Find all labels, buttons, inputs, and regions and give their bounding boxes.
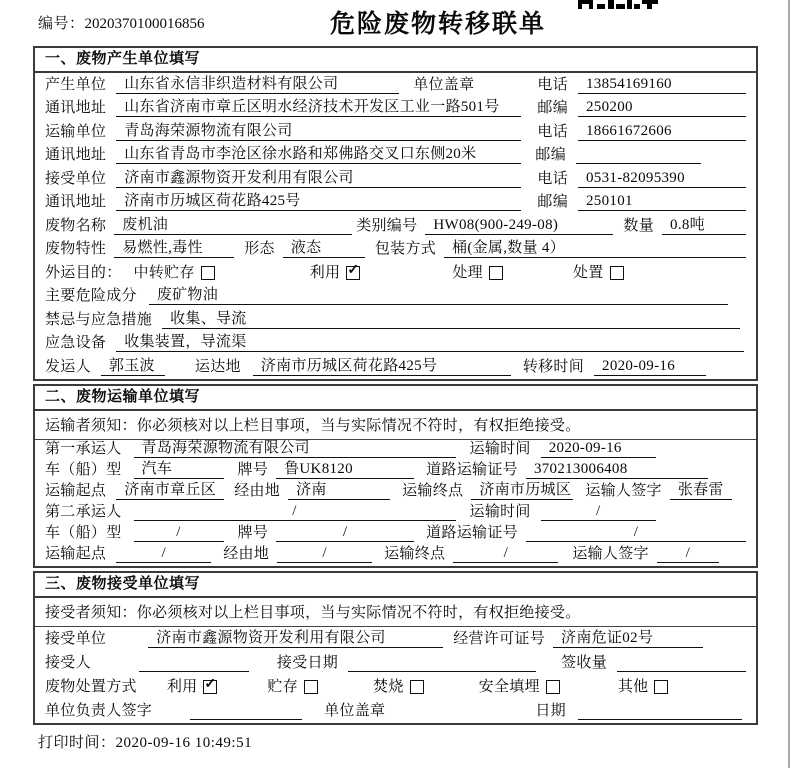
shipper-value: 郭玉波 xyxy=(101,357,165,376)
emergency-measures-value: 收集、导流 xyxy=(162,310,740,329)
disposal-option-utilize-label: 利用 xyxy=(166,678,198,695)
receiver-address-value: 济南市历城区荷花路425号 xyxy=(116,192,521,211)
destination-value: 济南市历城区荷花路425号 xyxy=(253,357,511,376)
receiver-unit-label: 接受单位 xyxy=(45,170,107,187)
section-receiver xyxy=(33,571,758,725)
accept-unit-value: 济南市鑫源物资开发利用有限公司 xyxy=(148,629,443,648)
characteristics-value: 易燃性,毒性 xyxy=(114,239,234,258)
disposal-option-incinerate-label: 焚烧 xyxy=(373,678,404,695)
waste-name-value: 废机油 xyxy=(114,216,352,235)
row-first-carrier xyxy=(35,440,756,461)
terminus-label: 运输终点 xyxy=(384,545,446,562)
carrier-signature-value: 张春雷 xyxy=(670,481,732,500)
disposal-option-incinerate-checkbox xyxy=(410,680,424,694)
transporter-phone-value: 18661672606 xyxy=(578,122,746,141)
receiver-notice: 接受者须知：你必须核对以上栏目事项，当与实际情况不符时，有权拒绝接受。 xyxy=(35,598,756,627)
hazard-components-label: 主要危险成分 xyxy=(45,288,137,305)
origin-label: 运输起点 xyxy=(45,482,107,499)
disposal-option-landfill-checkbox xyxy=(546,680,560,694)
section-transporter xyxy=(33,384,758,568)
disposal-option-landfill-label: 安全填埋 xyxy=(478,678,540,695)
zip-label: 邮编 xyxy=(537,194,568,211)
via-2-value: / xyxy=(277,544,372,563)
acceptor-value xyxy=(139,671,249,672)
producer-address-value: 山东省济南市章丘区明水经济技术开发区工业一路501号 xyxy=(116,98,521,117)
emergency-measures-label: 禁忌与应急措施 xyxy=(45,311,153,328)
packaging-label: 包装方式 xyxy=(374,241,437,258)
purpose-label: 外运目的： xyxy=(45,264,122,281)
waste-name-label: 废物名称 xyxy=(45,217,107,234)
purpose-option-utilize-checkbox xyxy=(346,266,360,280)
address-label: 通讯地址 xyxy=(45,147,107,164)
zip-label: 邮编 xyxy=(535,147,566,164)
accept-date-value xyxy=(348,671,536,672)
form-value: 液态 xyxy=(283,239,365,258)
emergency-equipment-value: 收集装置，导流渠 xyxy=(116,333,744,352)
second-carrier-label: 第二承运人 xyxy=(45,503,122,520)
carrier-signature-label: 运输人签字 xyxy=(585,482,662,499)
producer-zip-value: 250200 xyxy=(578,98,746,117)
qr-code-fragment xyxy=(578,0,658,9)
row-transporter xyxy=(35,120,756,144)
phone-label: 电话 xyxy=(537,123,568,140)
purpose-option-dispose-label: 处置 xyxy=(572,264,604,281)
row-producer-address xyxy=(35,97,756,121)
responsible-signature-value xyxy=(190,719,302,720)
unit-seal-label: 单位盖章 xyxy=(413,76,475,93)
row-route-2 xyxy=(35,545,756,566)
origin-value: 济南市章丘区 xyxy=(116,481,224,500)
first-carrier-label: 第一承运人 xyxy=(45,440,122,457)
plate-number-2-value: / xyxy=(276,523,414,542)
road-license-label: 道路运输证号 xyxy=(426,461,518,478)
origin-label: 运输起点 xyxy=(45,545,107,562)
vehicle-type-label: 车（船）型 xyxy=(45,461,122,478)
disposal-option-other-label: 其他 xyxy=(617,678,649,695)
disposal-method-label: 废物处置方式 xyxy=(45,678,137,695)
transport-time-label: 运输时间 xyxy=(469,503,531,520)
producer-phone-value: 13854169160 xyxy=(578,75,746,94)
row-hazard-components xyxy=(35,285,756,309)
row-transporter-address xyxy=(35,144,756,168)
receiver-phone-value: 0531-82095390 xyxy=(578,169,746,188)
producer-unit-label: 产生单位 xyxy=(45,76,107,93)
packaging-value: 桶(金属,数量 4） xyxy=(444,239,746,258)
purpose-option-treat-label: 处理 xyxy=(452,264,483,281)
carrier-signature-label: 运输人签字 xyxy=(572,545,649,562)
date-value xyxy=(578,719,742,720)
section3-header: 三、废物接受单位填写 xyxy=(35,573,756,598)
row-emergency-equipment xyxy=(35,332,756,356)
transfer-time-label: 转移时间 xyxy=(522,358,585,375)
producer-unit-value: 山东省永信非织造材料有限公司 xyxy=(116,75,399,94)
disposal-option-utilize-checkbox xyxy=(203,680,217,694)
transporter-unit-value: 青岛海荣源物流有限公司 xyxy=(116,122,521,141)
transporter-notice: 运输者须知：你必须核对以上栏目事项，当与实际情况不符时，有权拒绝接受。 xyxy=(35,411,756,440)
disposal-option-store-checkbox xyxy=(304,680,318,694)
row-receiver-address xyxy=(35,191,756,215)
disposal-option-store-label: 贮存 xyxy=(267,678,299,695)
responsible-signature-label: 单位负责人签字 xyxy=(45,702,153,719)
transporter-address-value: 山东省青岛市李沧区徐水路和郑佛路交叉口东侧20米 xyxy=(116,145,521,164)
section-producer xyxy=(33,46,758,381)
purpose-option-transfer-storage-checkbox xyxy=(201,266,215,280)
transport-time-value: 2020-09-16 xyxy=(541,439,656,458)
vehicle-type-2-value: / xyxy=(134,523,224,542)
page-edge-divider xyxy=(788,0,790,768)
row-accept-unit xyxy=(35,627,756,651)
row-shipper xyxy=(35,355,756,379)
row-vehicle-1 xyxy=(35,461,756,482)
section1-header: 一、废物产生单位填写 xyxy=(35,48,756,73)
plate-number-label: 牌号 xyxy=(237,461,269,478)
first-carrier-value: 青岛海荣源物流有限公司 xyxy=(134,439,456,458)
characteristics-label: 废物特性 xyxy=(45,241,107,258)
terminus-2-value: / xyxy=(453,544,558,563)
shipper-label: 发运人 xyxy=(45,358,91,375)
plate-number-label: 牌号 xyxy=(237,524,269,541)
address-label: 通讯地址 xyxy=(45,194,107,211)
unit-seal-label: 单位盖章 xyxy=(324,702,386,719)
date-label: 日期 xyxy=(535,702,566,719)
transport-time-label: 运输时间 xyxy=(469,440,531,457)
print-time xyxy=(38,731,796,752)
document-number xyxy=(38,12,205,33)
via-value: 济南 xyxy=(288,481,390,500)
document-number-value: 2020370100016856 xyxy=(84,16,205,32)
zip-label: 邮编 xyxy=(537,100,568,117)
transporter-zip-value xyxy=(576,163,701,164)
accept-unit-label: 接受单位 xyxy=(45,630,107,647)
vehicle-type-value: 汽车 xyxy=(134,460,224,479)
road-license-label: 道路运输证号 xyxy=(426,524,518,541)
row-vehicle-2 xyxy=(35,524,756,545)
via-label: 经由地 xyxy=(223,545,270,562)
quantity-label: 数量 xyxy=(623,217,655,234)
business-permit-value: 济南危证02号 xyxy=(553,629,703,648)
row-producer xyxy=(35,73,756,97)
print-time-label: 打印时间： xyxy=(38,734,116,751)
transport-time-2-value: / xyxy=(541,502,656,521)
row-disposal-method xyxy=(35,675,756,699)
carrier-signature-2-value: / xyxy=(657,544,719,563)
receiver-zip-value: 250101 xyxy=(578,192,746,211)
purpose-option-transfer-storage-label: 中转贮存 xyxy=(133,264,195,281)
second-carrier-value: / xyxy=(134,502,456,521)
received-quantity-value xyxy=(617,671,746,672)
phone-label: 电话 xyxy=(537,76,568,93)
row-acceptor xyxy=(35,651,756,675)
category-code-label: 类别编号 xyxy=(356,217,418,234)
document-number-label: 编号： xyxy=(38,16,85,32)
phone-label: 电话 xyxy=(537,170,568,187)
terminus-value: 济南市历城区 xyxy=(471,481,573,500)
purpose-option-dispose-checkbox xyxy=(610,266,624,280)
section2-header: 二、废物运输单位填写 xyxy=(35,386,756,411)
row-second-carrier xyxy=(35,503,756,524)
row-emergency-measures xyxy=(35,308,756,332)
destination-label: 运达地 xyxy=(194,358,241,375)
page-title: 危险废物转移联单 xyxy=(330,11,547,38)
via-label: 经由地 xyxy=(234,482,281,499)
hazard-components-value: 废矿物油 xyxy=(149,286,728,305)
address-label: 通讯地址 xyxy=(45,100,107,117)
row-waste-name xyxy=(35,214,756,238)
row-receiver xyxy=(35,167,756,191)
row-transport-purpose xyxy=(35,261,756,285)
road-license-2-value: / xyxy=(526,523,746,542)
purpose-option-utilize-label: 利用 xyxy=(309,264,341,281)
row-responsible-signature xyxy=(35,699,756,723)
plate-number-value: 鲁UK8120 xyxy=(276,460,414,479)
origin-2-value: / xyxy=(116,544,211,563)
print-time-value: 2020-09-16 10:49:51 xyxy=(115,734,253,751)
accept-date-label: 接受日期 xyxy=(276,654,339,671)
vehicle-type-label: 车（船）型 xyxy=(45,524,122,541)
category-code-value: HW08(900-249-08) xyxy=(425,216,613,235)
document-header xyxy=(0,0,796,46)
transfer-time-value: 2020-09-16 xyxy=(594,357,706,376)
acceptor-label: 接受人 xyxy=(45,654,91,671)
purpose-option-treat-checkbox xyxy=(489,266,503,280)
transporter-unit-label: 运输单位 xyxy=(45,123,107,140)
form-label: 形态 xyxy=(244,241,275,258)
row-route-1 xyxy=(35,482,756,503)
quantity-value: 0.8吨 xyxy=(662,216,746,235)
business-permit-label: 经营许可证号 xyxy=(453,630,546,647)
emergency-equipment-label: 应急设备 xyxy=(45,335,107,352)
row-waste-characteristics xyxy=(35,238,756,262)
road-license-value: 370213006408 xyxy=(526,460,708,479)
terminus-label: 运输终点 xyxy=(402,482,464,499)
disposal-option-other-checkbox xyxy=(654,680,668,694)
receiver-unit-value: 济南市鑫源物资开发利用有限公司 xyxy=(116,169,521,188)
received-quantity-label: 签收量 xyxy=(561,654,608,671)
